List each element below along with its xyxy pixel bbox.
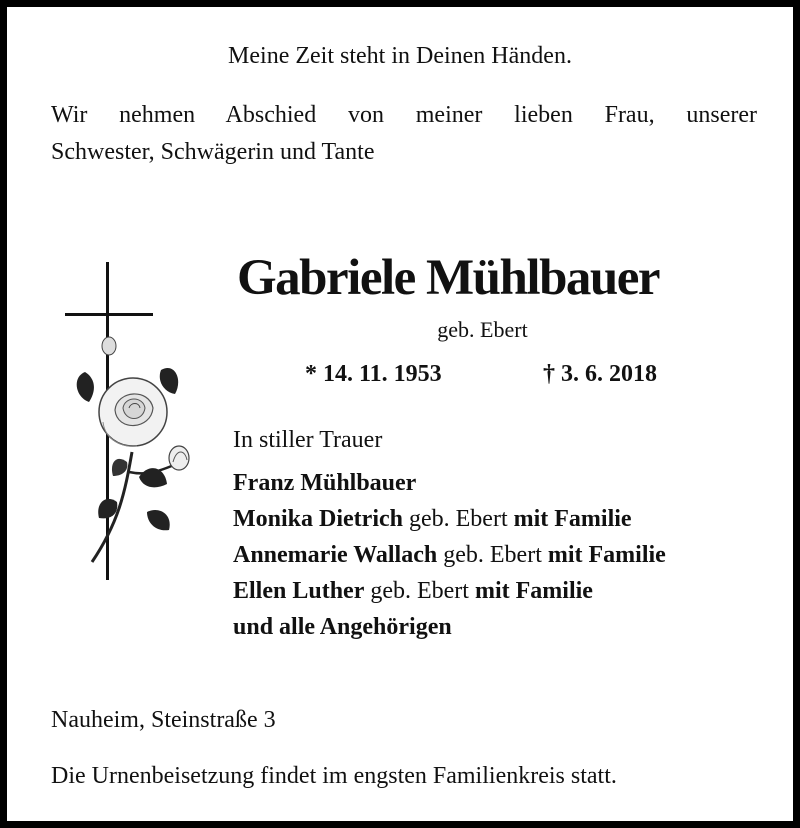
- death-date: † 3. 6. 2018: [543, 361, 657, 387]
- mourner-row: [233, 465, 666, 501]
- birth-date: * 14. 11. 1953: [305, 361, 442, 387]
- mourner-name: Monika Dietrich: [233, 506, 403, 532]
- cross-with-rose-icon: [57, 262, 207, 587]
- mourner-name: und alle Angehörigen: [233, 614, 452, 640]
- deceased-maiden-name: geb. Ebert: [437, 317, 528, 342]
- mourner-row: [233, 573, 666, 609]
- mourner-name: Ellen Luther: [233, 578, 365, 604]
- mourner-name: Annemarie Wallach: [233, 542, 438, 568]
- mourner-maiden-name: geb. Ebert: [437, 542, 548, 568]
- mourner-maiden-name: geb. Ebert: [364, 578, 475, 604]
- mourner-name: Franz Mühlbauer: [233, 470, 417, 496]
- mourning-intro: In stiller Trauer: [233, 427, 383, 453]
- mourner-suffix: mit Familie: [547, 542, 666, 568]
- funeral-note: Die Urnenbeisetzung findet im engsten Familienkreis statt.: [51, 763, 617, 789]
- mourner-row: [233, 501, 666, 537]
- mourner-row: [233, 537, 666, 573]
- mourner-suffix: mit Familie: [474, 578, 593, 604]
- farewell-line-2: Schwester, Schwägerin und Tante: [51, 139, 375, 165]
- deceased-name: Gabriele Mühlbauer: [237, 250, 660, 306]
- mourner-suffix: mit Familie: [513, 506, 632, 532]
- motto: Meine Zeit steht in Deinen Händen.: [228, 43, 572, 69]
- address: Nauheim, Steinstraße 3: [51, 707, 276, 733]
- mourners-list: [233, 465, 666, 645]
- mourner-maiden-name: geb. Ebert: [402, 506, 514, 532]
- mourner-row: [233, 609, 666, 645]
- farewell-text: [51, 97, 757, 171]
- farewell-line-1: Wir nehmen Abschied von meiner lieben Frau, unserer: [51, 102, 757, 128]
